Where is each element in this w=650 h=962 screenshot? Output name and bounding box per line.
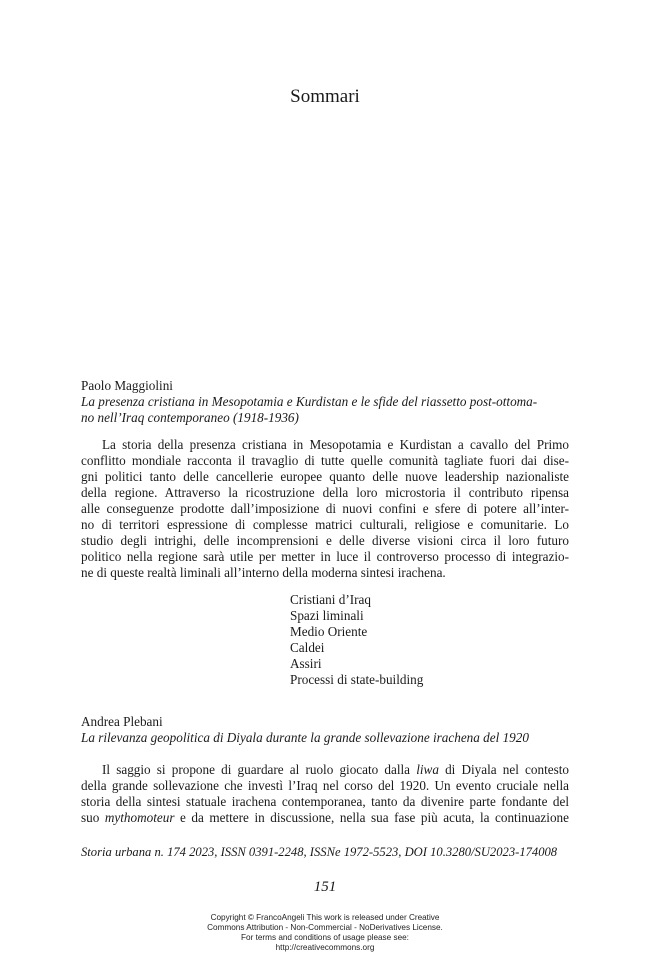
copyright-line: Copyright © FrancoAngeli This work is released under Creative [210, 913, 440, 922]
copyright-notice [0, 913, 650, 953]
text-run: della grande sollevazione che investì l’Iraq nel corso del 1920. Un evento cruciale nella [81, 778, 569, 793]
abstract-line [81, 762, 569, 778]
text-run: e da mettere in discussione, nella sua fase più acuta, la continuazione [174, 810, 569, 825]
abstract-line: no di territori espressione di complesse matrici culturali, religiose e comunitarie. Lo [81, 517, 569, 532]
abstract-line [81, 778, 569, 794]
article-abstract [81, 437, 569, 581]
text-run: suo [81, 810, 105, 825]
article-title [81, 394, 569, 426]
abstract-line: alle conseguenze prodotte dall’imposizione di nuovi confini e sfere di potere all’inter- [81, 501, 569, 516]
copyright-line: Commons Attribution - Non-Commercial - NoDerivatives License. [207, 923, 443, 932]
article-title-line: La rilevanza geopolitica di Diyala durante la grande sollevazione irachena del 1920 [81, 730, 529, 745]
keyword: Spazi liminali [290, 608, 364, 623]
keyword: Cristiani d’Iraq [290, 592, 371, 607]
abstract-line: della regione. Attraverso la ricostruzione della loro microstoria il contributo ripensa [81, 485, 569, 500]
article-author: Andrea Plebani [81, 714, 163, 729]
abstract-line [81, 810, 569, 826]
text-run: Il saggio si propone di guardare al ruolo giocato dalla [102, 762, 417, 777]
abstract-line: gni politici tanto delle cancellerie europee quanto delle nuove leadership nazionaliste [81, 469, 569, 484]
keyword: Assiri [290, 656, 322, 671]
abstract-line: La storia della presenza cristiana in Mesopotamia e Kurdistan a cavallo del Primo [102, 437, 569, 452]
keyword: Caldei [290, 640, 325, 655]
article-title-line: no nell’Iraq contemporaneo (1918-1936) [81, 410, 299, 425]
keyword: Processi di state-building [290, 672, 424, 687]
abstract-line [81, 794, 569, 810]
abstract-line: studio degli intrighi, delle incomprensioni e delle diverse visioni circa il loro futuro [81, 533, 569, 548]
article-title [81, 730, 569, 746]
italic-term: liwa [416, 762, 439, 777]
text-run: storia della sintesi statuale irachena contemporanea, tanto da divenire parte fondante del [81, 794, 569, 809]
copyright-link[interactable]: http://creativecommons.org [275, 943, 375, 952]
keyword-list [290, 592, 423, 688]
journal-citation: Storia urbana n. 174 2023, ISSN 0391-2248, ISSNe 1972-5523, DOI 10.3280/SU2023-174008 [81, 845, 558, 859]
article-title-line: La presenza cristiana in Mesopotamia e Kurdistan e le sfide del riassetto post-ottoma- [81, 394, 538, 409]
keyword: Medio Oriente [290, 624, 368, 639]
article-abstract [81, 762, 569, 826]
abstract-line: conflitto mondiale racconta il travaglio di tutte quelle comunità tagliate fuori dai dise- [81, 453, 569, 468]
copyright-line: For terms and conditions of usage please see: [241, 933, 409, 942]
abstract-line: ne di queste realtà liminali all’interno della moderna sintesi irachena. [81, 565, 446, 580]
page-number: 151 [313, 879, 337, 895]
article-author: Paolo Maggiolini [81, 378, 173, 393]
page-title: Sommari [290, 86, 360, 107]
abstract-line: politico nella regione sarà utile per metter in luce il controverso processo di integrazio- [81, 549, 569, 564]
text-run: di Diyala nel contesto [438, 762, 569, 777]
italic-term: mythomoteur [104, 810, 175, 825]
